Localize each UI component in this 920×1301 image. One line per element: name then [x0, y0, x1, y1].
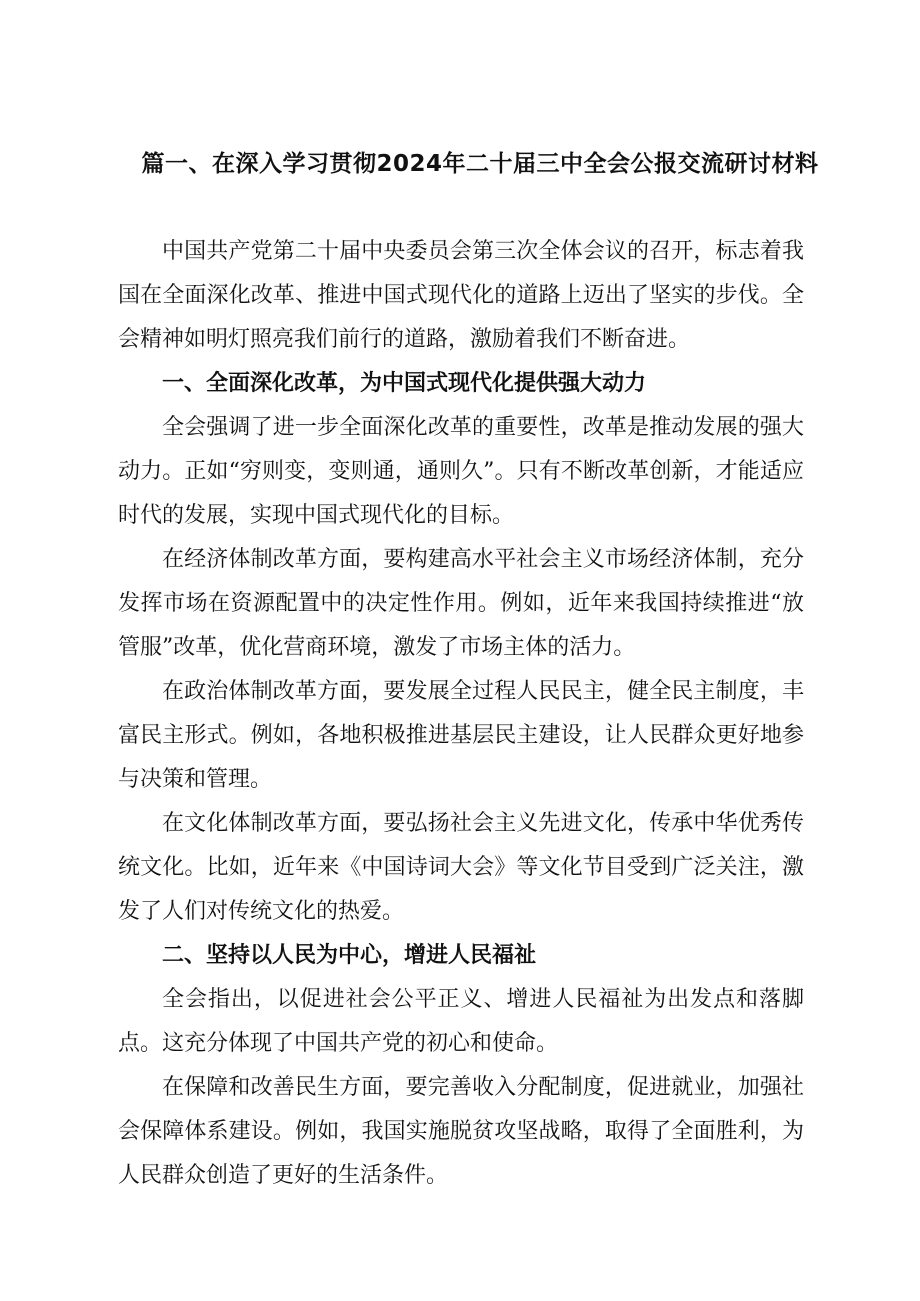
section-heading-1: 一、全面深化改革，为中国式现代化提供强大动力: [162, 371, 647, 396]
section-heading-2: 二、坚持以人民为中心，增进人民福祉: [162, 943, 537, 968]
paragraph-livelihood: 在保障和改善民生方面，要完善收入分配制度，促进就业，加强社会保障体系建设。例如，我国实施脱贫攻坚战略，取得了全面胜利，为人民群众创造了更好的生活条件。: [118, 1075, 804, 1188]
paragraph-cultural-reform: 在文化体制改革方面，要弘扬社会主义先进文化，传承中华优秀传统文化。比如，近年来《中国诗词大会》等文化节目受到广泛关注，激发了人们对传统文化的热爱。: [118, 811, 804, 924]
paragraph-reform-importance: 全会强调了进一步全面深化改革的重要性，改革是推动发展的强大动力。正如“穷则变，变则通，通则久”。只有不断改革创新，才能适应时代的发展，实现中国式现代化的目标。: [118, 415, 804, 528]
document-body: [118, 230, 804, 1198]
paragraph-people-centered: 全会指出，以促进社会公平正义、增进人民福祉为出发点和落脚点。这充分体现了中国共产党的初心和使命。: [118, 987, 804, 1056]
paragraph-economic-reform: 在经济体制改革方面，要构建高水平社会主义市场经济体制，充分发挥市场在资源配置中的决定性作用。例如，近年来我国持续推进“放管服”改革，优化营商环境，激发了市场主体的活力。: [118, 547, 804, 660]
paragraph-intro: 中国共产党第二十届中央委员会第三次全体会议的召开，标志着我国在全面深化改革、推进中国式现代化的道路上迈出了坚实的步伐。全会精神如明灯照亮我们前行的道路，激励着我们不断奋进。: [118, 239, 804, 352]
document-title: 篇一、在深入学习贯彻2024年二十届三中全会公报交流研讨材料: [141, 151, 819, 177]
paragraph-political-reform: 在政治体制改革方面，要发展全过程人民民主，健全民主制度，丰富民主形式。例如，各地积极推进基层民主建设，让人民群众更好地参与决策和管理。: [118, 679, 804, 792]
